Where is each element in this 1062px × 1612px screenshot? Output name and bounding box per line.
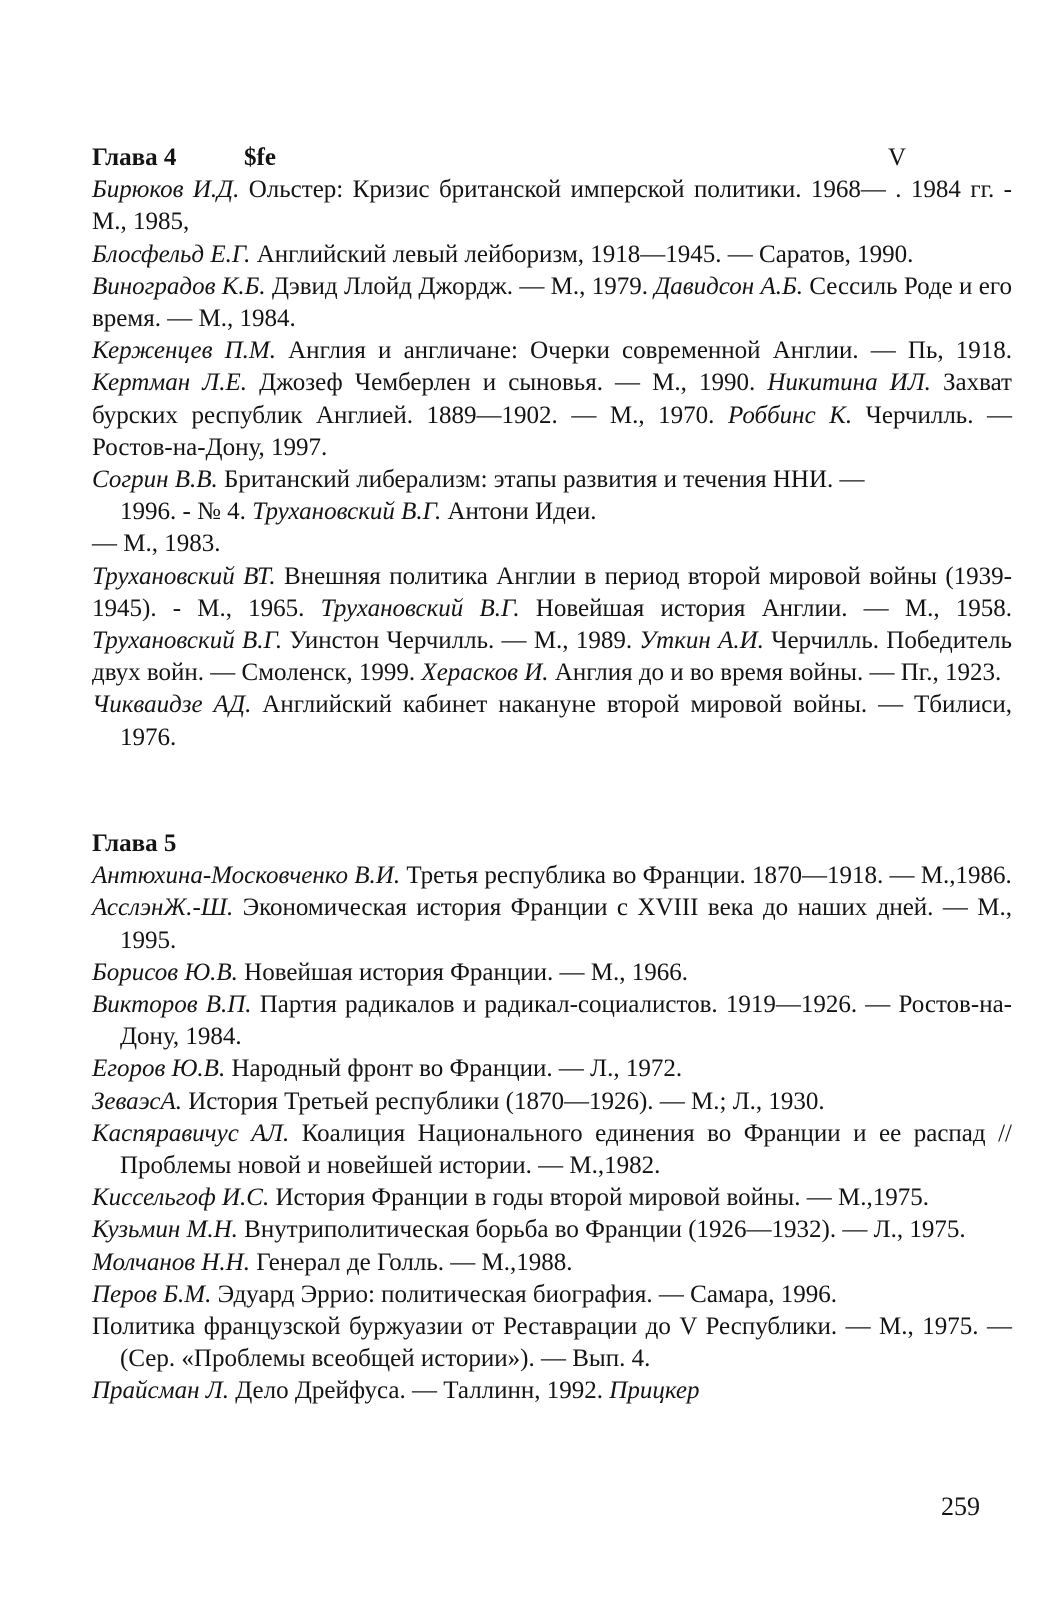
bib-entry — [92, 1053, 1012, 1085]
entry-text: Экономическая история Франции с XVIII века до наших дней. — М., 1995. — [120, 894, 1012, 954]
bib-entry — [92, 689, 1012, 753]
entry-text: Английский кабинет накануне второй мировой войны. — Тбилиси, 1976. — [120, 691, 1012, 751]
entry-author: АсслэнЖ.-Ш. — [92, 894, 234, 922]
entry-text: История Франции в годы второй мировой войны. — М.,1975. — [269, 1184, 929, 1212]
bib-entry — [92, 892, 1012, 956]
entry-text: Внутриполитическая борьба во Франции (1926—1932). — Л., 1975. — [237, 1216, 966, 1244]
entry-text: Политика французской буржуазии от Реставрации до V Республики. — М., 1975. — (Сер. «Проблемы всеобщей истории»). — Вып. 4. — [92, 1313, 1012, 1373]
entry-text: Британский либерализм: этапы развития и течения ННИ. — — [217, 466, 865, 494]
page-number: 259 — [941, 1492, 980, 1521]
entry-text: Ольстер: Кризис британской имперской политики. 1968— . 1984 гг. - М., 1985, — [92, 176, 1012, 236]
entry-author: Прицкер — [609, 1377, 700, 1405]
bib-entry — [92, 1118, 1012, 1182]
entry-text: Коалиция Национального единения во Франции и ее распад // Проблемы новой и новейшей истории. — М.,1982. — [120, 1119, 1012, 1180]
bib-entry — [92, 1311, 1012, 1375]
entry-text: Третья республика во Франции. 1870—1918. — М.,1986. — [400, 862, 1012, 890]
entry-text: Внешняя политика Англии в период второй мировой войны (1939-1945). - М., 1965. — [92, 562, 1012, 622]
entry-author: Роббинс К. — [728, 401, 853, 429]
entry-author: Чикваидзе АД. — [92, 691, 252, 719]
entry-text: Черчилль. Победитель двух войн. — Смоленск, 1999. — [92, 627, 1012, 687]
entry-text: Джозеф Чемберлен и сыновья. — М., 1990. — [246, 369, 768, 397]
entry-text: Дело Дрейфуса. — Таллинн, 1992. — [228, 1377, 610, 1405]
entry-author: Молчанов Н.Н. — [92, 1248, 250, 1276]
entry-text: Английский левый лейборизм, 1918—1945. — Саратов, 1990. — [250, 240, 914, 268]
entry-text: Англия до и во время войны. — Пг., 1923. — [548, 659, 1002, 687]
entry-author: Херасков И. — [421, 659, 549, 687]
entry-author: Прайсман Л. — [92, 1377, 229, 1405]
entry-author: Кузьмин М.Н. — [92, 1216, 238, 1244]
entry-author: Уткин А.И. — [639, 627, 764, 655]
chapter-5-heading-line — [92, 828, 1012, 860]
entry-text: Дэвид Ллойд Джордж. — М., 1979. — [265, 272, 655, 300]
entry-author: Трухановский В.Г. — [92, 627, 283, 655]
entry-author: Кертман Л.Е. — [92, 369, 247, 397]
entry-text: Партия радикалов и радикал-социалистов. 1919—1926. — Ростов-на-Дону, 1984. — [120, 991, 1012, 1051]
entry-author: Каспяравичус АЛ. — [92, 1119, 290, 1147]
bib-entry — [92, 335, 1012, 464]
chapter-4-marker: $fe — [244, 144, 276, 171]
entry-author: Викторов В.П. — [92, 991, 252, 1018]
bib-entry — [92, 1086, 1012, 1118]
bib-entry — [92, 1279, 1012, 1311]
entry-text: Захват бурских республик Англией. 1889—1902. — М., 1970. — [92, 369, 1012, 429]
entry-text: 1996. - № 4. — [120, 498, 253, 526]
entry-author: Киссельгоф И.С. — [92, 1184, 270, 1212]
entry-text: Англия и англичане: Очерки современной Англии. — Пь, 1918. — [275, 337, 1013, 365]
entry-author: Блосфельд Е.Г. — [92, 240, 251, 268]
entry-text: История Третьей республики (1870—1926). — М.; Л., 1930. — [181, 1087, 825, 1115]
entry-author: Согрин В.В. — [92, 466, 218, 494]
bib-entry — [92, 561, 1012, 690]
entry-text: Новейшая история Англии. — М., 1958. — [519, 594, 1013, 622]
bib-entry — [92, 1375, 1012, 1407]
entry-text: Генерал де Голль. — М.,1988. — [249, 1248, 573, 1276]
entry-author: Бирюков И.Д. — [92, 176, 240, 204]
entry-author: Виноградов К.Б. — [92, 272, 266, 300]
bib-entry — [92, 1182, 1012, 1214]
entry-author: Трухановский В.Г. — [320, 594, 520, 622]
entry-author: ЗеваэсА. — [92, 1087, 182, 1115]
entry-author: Трухановский ВТ. — [92, 562, 276, 590]
entry-text: Народный фронт во Франции. — Л., 1972. — [225, 1055, 683, 1083]
entry-author: Керженцев П.М. — [92, 337, 276, 365]
chapter-5-section — [92, 828, 1012, 1408]
entry-text: Черчилль. — Ростов-на-Дону, 1997. — [92, 401, 1013, 461]
entry-text: Уинстон Черчилль. — М., 1989. — [282, 627, 640, 655]
bib-entry — [92, 860, 1012, 892]
bib-entry — [92, 464, 1012, 561]
entry-author: Перов Б.М. — [92, 1280, 212, 1308]
entry-text: Сессиль Роде и его время. — М., 1984. — [92, 272, 1012, 332]
chapter-4-heading-line — [92, 142, 1012, 174]
entry-text: Новейшая история Франции. — М., 1966. — [237, 958, 688, 986]
entry-author: Давидсон А.Б. — [654, 272, 803, 300]
chapter-4-heading: Глава 4 — [92, 144, 177, 171]
entry-author: Егоров Ю.В. — [92, 1055, 226, 1083]
entry-author: Антюхина-Московченко В.И. — [92, 862, 401, 890]
bib-entry — [92, 957, 1012, 989]
bib-entry — [92, 989, 1012, 1053]
chapter-4-letter: V — [888, 144, 907, 171]
entry-author: Трухановский В.Г. — [252, 498, 442, 526]
bib-entry — [92, 1247, 1012, 1279]
entry-author: Борисов Ю.В. — [92, 958, 238, 986]
bib-entry — [92, 1214, 1012, 1246]
chapter-5-heading: Глава 5 — [92, 830, 177, 857]
bib-entry — [92, 174, 1012, 238]
entry-author: Никитина ИЛ. — [767, 369, 931, 397]
entry-text: — М., 1983. — [92, 530, 221, 558]
entry-text: Эдуард Эррио: политическая биография. — Самара, 1996. — [211, 1280, 838, 1308]
chapter-4-section — [92, 142, 1012, 754]
bib-entry — [92, 239, 1012, 271]
entry-text: Антони Идеи. — [441, 498, 597, 526]
bib-entry — [92, 271, 1012, 335]
